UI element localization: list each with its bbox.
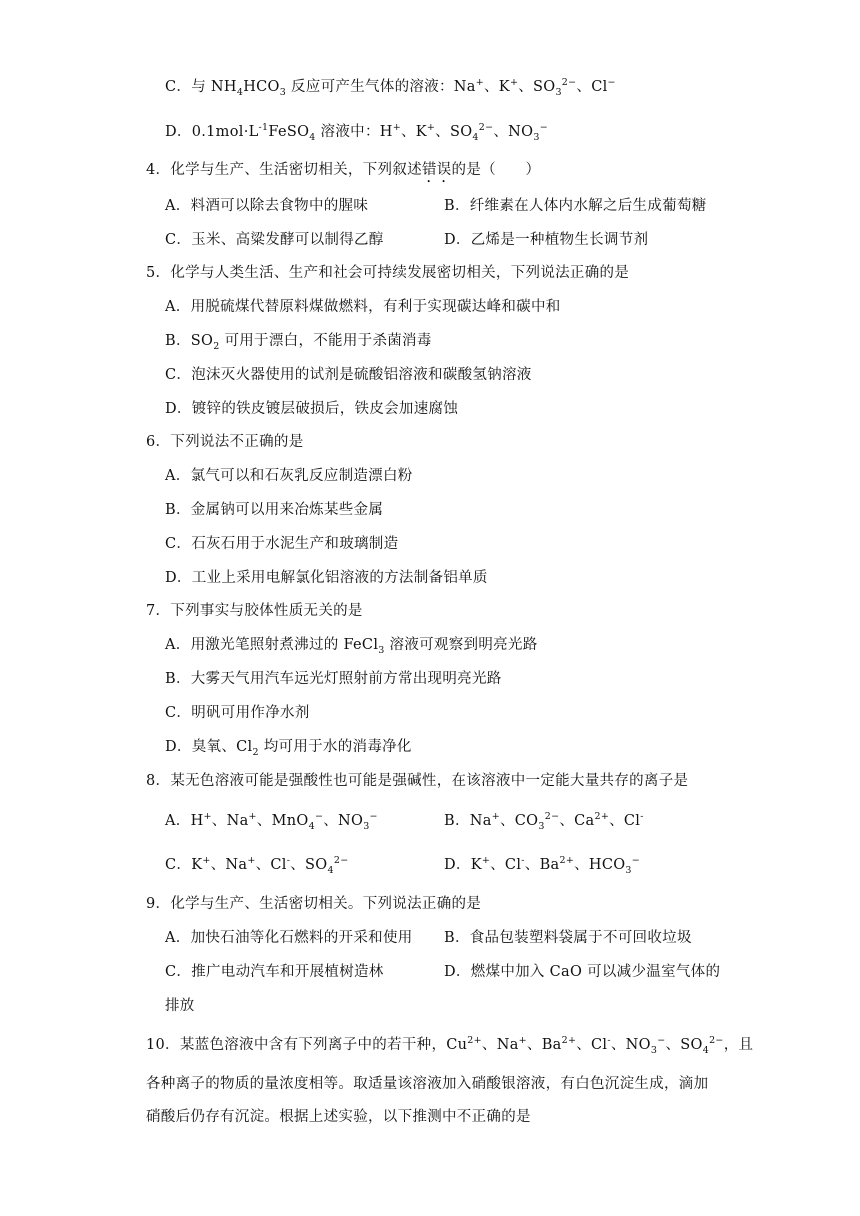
q7-option-b: B．大雾天气用汽车远光灯照射前方常出现明亮光路 xyxy=(165,671,502,687)
q8-option-b: B．Na+、$CO_3^{2-}$、$Ca^{2+}$、Cl- xyxy=(444,811,644,832)
q5-option-a: A．用脱硫煤代替原料煤做燃料，有利于实现碳达峰和碳中和 xyxy=(165,299,561,315)
q7-option-a: A．用激光笔照射煮沸过的 FeCl$_3$ 溶液可观察到明亮光路 xyxy=(165,637,538,656)
q3-option-d: D．$0.1mol\cdot L^{-1}FeSO_4$ 溶液中：H+、K+、$SO_4^{2-}$、$NO_3^-$ xyxy=(165,122,548,143)
q7-stem: 7．下列事实与胶体性质无关的是 xyxy=(146,603,363,619)
q9-option-c: C．推广电动汽车和开展植树造林 xyxy=(165,964,384,980)
q5-option-c: C．泡沫灭火器使用的试剂是硫酸铝溶液和碳酸氢钠溶液 xyxy=(165,367,532,383)
q8-option-a: A．H+、Na+、MnO$_4$−、$NO_3^-$ xyxy=(165,811,378,832)
q6-stem: 6．下列说法不正确的是 xyxy=(146,434,304,450)
q4-option-b: B．纤维素在人体内水解之后生成葡萄糖 xyxy=(444,198,707,214)
q5-stem: 5．化学与人类生活、生产和社会可持续发展密切相关，下列说法正确的是 xyxy=(146,265,630,281)
q8-stem: 8．某无色溶液可能是强酸性也可能是强碱性，在该溶液中一定能大量共存的离子是 xyxy=(146,773,689,789)
q4-option-c: C．玉米、高粱发酵可以制得乙醇 xyxy=(165,232,384,248)
q5-option-d: D．镀锌的铁皮镀层破损后，铁皮会加速腐蚀 xyxy=(165,401,459,417)
q9-option-d: D．燃煤中加入 CaO 可以减少温室气体的 xyxy=(444,964,721,980)
q10-stem-line-1: 10．某蓝色溶液中含有下列离子中的若干种，$Cu^{2+}$、Na+、$Ba^{2+}$、Cl-、$NO_3^-$、$SO_4^{2-}$，且 xyxy=(146,1035,754,1056)
q10-stem-line-2: 各种离子的物质的量浓度相等。取适量该溶液加入硝酸银溶液，有白色沉淀生成，滴加 xyxy=(146,1076,709,1092)
q4-stem: 4．化学与生产、生活密切相关，下列叙述错误的是（ ） xyxy=(146,162,541,178)
q9-option-d-continued: 排放 xyxy=(165,998,195,1014)
q8-option-c: C．K+、Na+、Cl-、$SO_4^{2-}$ xyxy=(165,855,349,876)
q8-option-d: D．K+、Cl-、$Ba^{2+}$、$HCO_3^-$ xyxy=(444,855,641,876)
q4-option-a: A．料酒可以除去食物中的腥味 xyxy=(165,198,369,214)
q4-option-d: D．乙烯是一种植物生长调节剂 xyxy=(444,232,649,248)
q5-option-b: B．$SO_2$ 可用于漂白，不能用于杀菌消毒 xyxy=(165,333,432,352)
q9-stem: 9．化学与生产、生活密切相关。下列说法正确的是 xyxy=(146,896,482,912)
q6-option-d: D．工业上采用电解氯化铝溶液的方法制备铝单质 xyxy=(165,570,488,586)
q6-option-b: B．金属钠可以用来冶炼某些金属 xyxy=(165,502,384,518)
q9-option-b: B．食品包装塑料袋属于不可回收垃圾 xyxy=(444,930,692,946)
q7-option-d: D．臭氧、$Cl_2$ 均可用于水的消毒净化 xyxy=(165,739,412,758)
q9-option-a: A．加快石油等化石燃料的开采和使用 xyxy=(165,930,413,946)
q6-option-a: A．氯气可以和石灰乳反应制造漂白粉 xyxy=(165,468,413,484)
q6-option-c: C．石灰石用于水泥生产和玻璃制造 xyxy=(165,536,399,552)
q3-option-c: C．与 $NH_4HCO_3$ 反应可产生气体的溶液：Na+、K+、$SO_3^{2-}$、Cl− xyxy=(165,77,616,98)
q7-option-c: C．明矾可用作净水剂 xyxy=(165,705,310,721)
q10-stem-line-3: 硝酸后仍存有沉淀。根据上述实验，以下推测中不正确的是 xyxy=(146,1109,531,1125)
